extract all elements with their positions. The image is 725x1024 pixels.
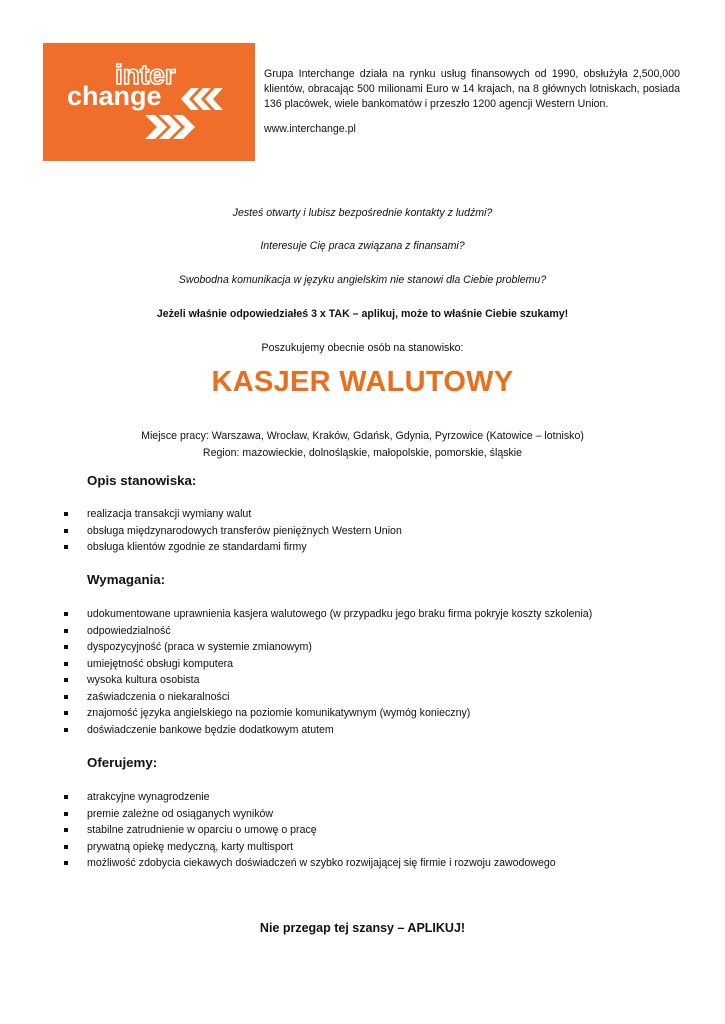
bullet-icon <box>64 695 68 699</box>
list-item: obsługa klientów zgodnie ze standardami firmy <box>64 539 402 556</box>
question-2: Interesuje Cię praca związana z finansami? <box>260 240 465 252</box>
logo-text-inter: inter <box>115 59 176 90</box>
job-title: KASJER WALUTOWY <box>211 366 514 398</box>
bullet-icon <box>64 711 68 715</box>
company-website-link[interactable]: www.interchange.pl <box>264 123 356 135</box>
list-item: obsługa międzynarodowych transferów pieniężnych Western Union <box>64 523 402 540</box>
list-item: wysoka kultura osobista <box>64 672 592 689</box>
section-heading-offer: Oferujemy: <box>87 755 158 770</box>
description-list <box>64 506 402 556</box>
apply-prompt: Jeżeli właśnie odpowiedziałeś 3 x TAK – aplikuj, może to właśnie Ciebie szukamy! <box>156 308 569 320</box>
bullet-icon <box>64 861 68 865</box>
interchange-logo <box>43 43 255 161</box>
seeking-text: Poszukujemy obecnie osób na stanowisko: <box>261 342 464 354</box>
work-location: Miejsce pracy: Warszawa, Wrocław, Kraków, Gdańsk, Gdynia, Pyrzowice (Katowice – lotnisko) <box>141 430 584 442</box>
question-1: Jesteś otwarty i lubisz bezpośrednie kontakty z ludźmi? <box>232 207 493 219</box>
offer-list <box>64 789 556 872</box>
work-region: Region: mazowieckie, dolnośląskie, małopolskie, pomorskie, śląskie <box>202 447 523 459</box>
bullet-icon <box>64 828 68 832</box>
bullet-icon <box>64 512 68 516</box>
list-item: umiejętność obsługi komputera <box>64 656 592 673</box>
bullet-icon <box>64 545 68 549</box>
bullet-icon <box>64 645 68 649</box>
list-item: doświadczenie bankowe będzie dodatkowym atutem <box>64 722 592 739</box>
list-item: możliwość zdobycia ciekawych doświadczeń w szybko rozwijającej się firmie i rozwoju zawodowego <box>64 855 556 872</box>
list-item: stabilne zatrudnienie w oparciu o umowę o pracę <box>64 822 556 839</box>
section-heading-requirements: Wymagania: <box>87 572 166 587</box>
list-item: znajomość języka angielskiego na poziomie komunikatywnym (wymóg konieczny) <box>64 705 592 722</box>
bullet-icon <box>64 845 68 849</box>
bullet-icon <box>64 612 68 616</box>
list-item: atrakcyjne wynagrodzenie <box>64 789 556 806</box>
list-item: prywatną opiekę medyczną, karty multisport <box>64 839 556 856</box>
bullet-icon <box>64 662 68 666</box>
logo-graphic <box>43 43 255 161</box>
company-description: Grupa Interchange działa na rynku usług finansowych od 1990, obsłużyła 2,500,000 klientów, obracając 500 milionami Euro w 14 krajach, na 8 głównych lotniskach, posiada 136 placówek, wiele bankomatów i przeszło 1200 agencji Western Union. <box>264 68 680 110</box>
requirements-list <box>64 606 592 738</box>
list-item: odpowiedzialność <box>64 623 592 640</box>
bullet-icon <box>64 529 68 533</box>
bullet-icon <box>64 629 68 633</box>
section-heading-description: Opis stanowiska: <box>87 473 197 488</box>
company-intro <box>264 67 680 137</box>
list-item: dyspozycyjność (praca w systemie zmianowym) <box>64 639 592 656</box>
bullet-icon <box>64 728 68 732</box>
list-item: premie zależne od osiąganych wyników <box>64 806 556 823</box>
list-item: udokumentowane uprawnienia kasjera walutowego (w przypadku jego braku firma pokryje koszty szkolenia) <box>64 606 592 623</box>
list-item: zaświadczenia o niekaralności <box>64 689 592 706</box>
logo-text-change: change <box>67 81 162 111</box>
apply-call-to-action: Nie przegap tej szansy – APLIKUJ! <box>259 921 466 935</box>
bullet-icon <box>64 795 68 799</box>
question-3: Swobodna komunikacja w języku angielskim nie stanowi dla Ciebie problemu? <box>178 274 547 286</box>
bullet-icon <box>64 678 68 682</box>
bullet-icon <box>64 812 68 816</box>
list-item: realizacja transakcji wymiany walut <box>64 506 402 523</box>
